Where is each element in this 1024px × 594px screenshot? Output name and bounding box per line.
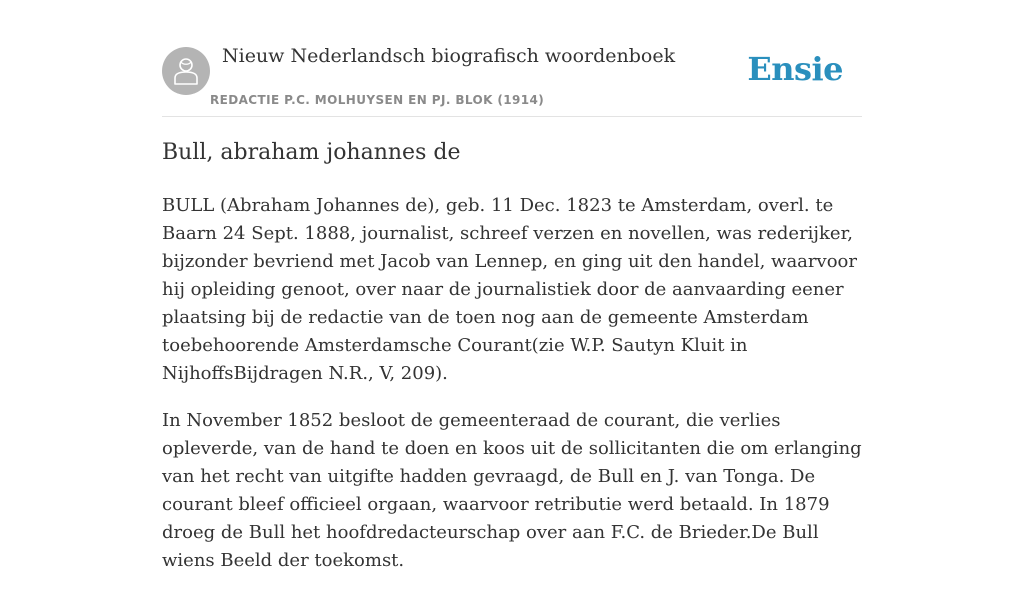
- article-paragraph: In November 1852 besloot de gemeenteraad de courant, die verlies opleverde, van de hand te doen en koos uit de sollicitanten die om erlanging van het recht van uitgifte hadden gevraagd, de Bull en J. van Tonga. De courant bleef officieel orgaan, waarvoor retributie werd betaald. In 1879 droeg de Bull het hoofdredacteurschap over aan F.C. de Brieder.De Bull wiens Beeld der toekomst.: [162, 410, 862, 571]
- user-silhouette-icon: [172, 56, 200, 86]
- article-title: Bull, abraham johannes de: [162, 140, 461, 165]
- avatar: [162, 47, 210, 95]
- brand-logo[interactable]: Ensie: [747, 50, 843, 88]
- book-editors: REDACTIE P.C. MOLHUYSEN EN PJ. BLOK (1914): [210, 93, 545, 107]
- book-header: [162, 40, 862, 117]
- article-paragraph: BULL (Abraham Johannes de), geb. 11 Dec. 1823 te Amsterdam, overl. te Baarn 24 Sept. 1888, journalist, schreef verzen en novellen, was rederijker, bijzonder bevriend met Jacob van Lennep, en ging uit den handel, waarvoor hij opleiding genoot, over naar de journalistiek door de aanvaarding eener plaatsing bij de redactie van de toen nog aan de gemeente Amsterdam toebehoorende Amsterdamsche Courant(zie W.P. Sautyn Kluit in NijhoffsBijdragen N.R., V, 209).: [162, 195, 857, 384]
- book-title[interactable]: Nieuw Nederlandsch biografisch woordenboek: [222, 45, 676, 67]
- article-body: [162, 192, 862, 594]
